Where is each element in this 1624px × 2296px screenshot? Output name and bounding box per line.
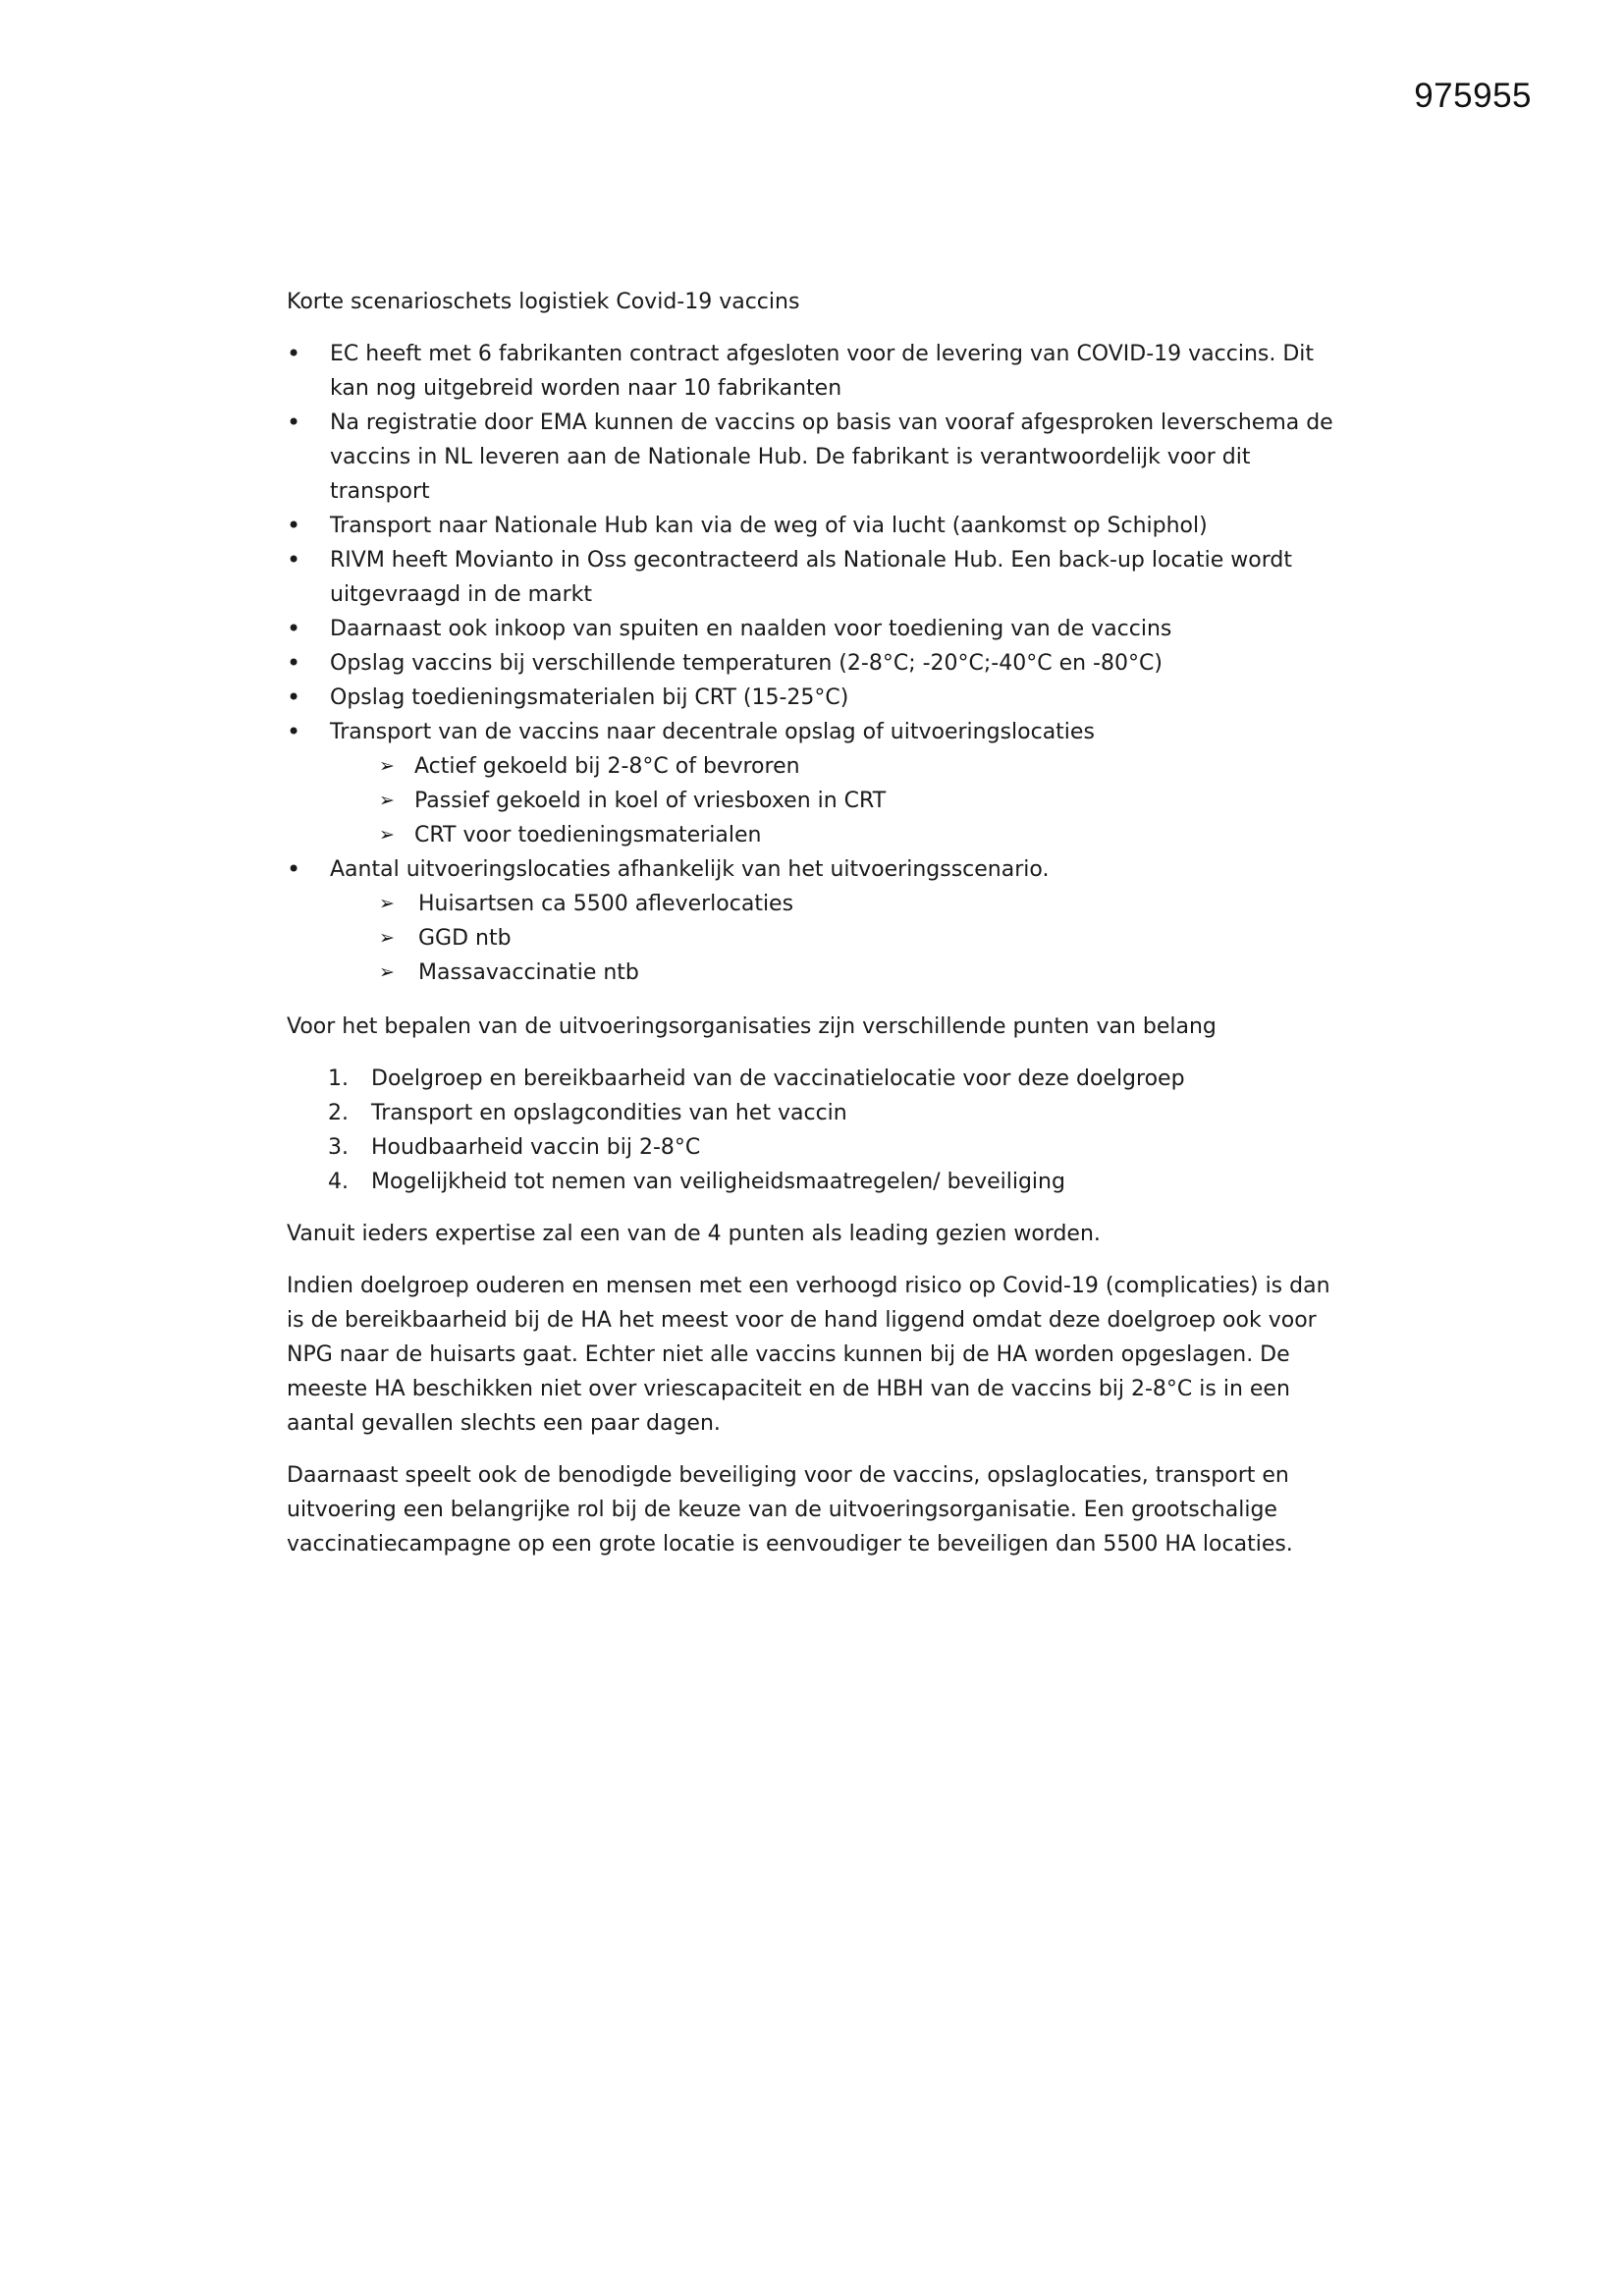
item-number: 1.	[328, 1066, 349, 1091]
bullet-text: Na registratie door EMA kunnen de vaccins op basis van vooraf afgesproken leverschema de vaccins in NL leveren aan de Nationale Hub. De fabrikant is verantwoordelijk voor dit transport	[330, 410, 1333, 504]
list-item	[328, 1130, 1347, 1165]
sub-list-item	[379, 921, 1347, 956]
scenario-bullet-list	[287, 337, 1347, 990]
bullet-text: RIVM heeft Movianto in Oss gecontracteerd als Nationale Hub. Een back-up locatie wordt uitgevraagd in de markt	[330, 548, 1293, 607]
item-number: 3.	[328, 1135, 349, 1160]
paragraph: Vanuit ieders expertise zal een van de 4 punten als leading gezien worden.	[287, 1222, 1101, 1246]
bullet-text: Transport van de vaccins naar decentrale opslag of uitvoeringslocaties	[330, 720, 1095, 744]
item-number: 2.	[328, 1101, 349, 1125]
points-intro: Voor het bepalen van de uitvoeringsorganisaties zijn verschillende punten van belang	[287, 1014, 1217, 1039]
list-item	[328, 1096, 1347, 1130]
sub-item-text: Huisartsen ca 5500 afleverlocaties	[418, 892, 794, 916]
sub-list-item	[379, 887, 1347, 921]
sub-item-text: Passief gekoeld in koel of vriesboxen in CRT	[414, 789, 887, 813]
document-title: Korte scenarioschets logistiek Covid-19 vaccins	[287, 290, 800, 314]
bullet-text: Transport naar Nationale Hub kan via de weg of via lucht (aankomst op Schiphol)	[330, 514, 1208, 538]
sub-item-text: Actief gekoeld bij 2-8°C of bevroren	[414, 754, 800, 779]
bullet-text: Daarnaast ook inkoop van spuiten en naalden voor toediening van de vaccins	[330, 617, 1172, 641]
point-text: Houdbaarheid vaccin bij 2-8°C	[371, 1135, 701, 1160]
sub-list-item	[379, 818, 1347, 852]
item-number: 4.	[328, 1170, 349, 1194]
document-body	[287, 285, 1347, 1579]
sub-list-item	[379, 784, 1347, 818]
list-item	[287, 646, 1347, 681]
sub-item-text: CRT voor toedieningsmaterialen	[414, 823, 762, 847]
list-item	[287, 543, 1347, 612]
locations-sub-list	[330, 887, 1347, 990]
paragraph: Indien doelgroep ouderen en mensen met een verhoogd risico op Covid-19 (complicaties) is dan is de bereikbaarheid bij de HA het meest voor de hand liggend omdat deze doelgroep ook voor NPG naar de huisarts gaat. Echter niet alle vaccins kunnen bij de HA worden opgeslagen. De meeste HA beschikken niet over vriescapaciteit en de HBH van de vaccins bij 2-8°C is in een aantal gevallen slechts een paar dagen.	[287, 1274, 1330, 1436]
list-item	[287, 852, 1347, 990]
list-item	[287, 509, 1347, 543]
list-item	[287, 406, 1347, 509]
list-item	[287, 612, 1347, 646]
list-item	[287, 681, 1347, 715]
bullet-text: EC heeft met 6 fabrikanten contract afgesloten voor de levering van COVID-19 vaccins. Dit kan nog uitgebreid worden naar 10 fabrikanten	[330, 342, 1315, 401]
bullet-text: Opslag vaccins bij verschillende temperaturen (2-8°C; -20°C;-40°C en -80°C)	[330, 651, 1163, 676]
sub-item-text: Massavaccinatie ntb	[418, 960, 639, 985]
point-text: Mogelijkheid tot nemen van veiligheidsmaatregelen/ beveiliging	[371, 1170, 1065, 1194]
sub-list-item	[379, 956, 1347, 990]
list-item	[328, 1062, 1347, 1096]
sub-list-item	[379, 749, 1347, 784]
bullet-text: Aantal uitvoeringslocaties afhankelijk van het uitvoeringsscenario.	[330, 857, 1050, 882]
list-item	[328, 1165, 1347, 1199]
point-text: Doelgroep en bereikbaarheid van de vaccinatielocatie voor deze doelgroep	[371, 1066, 1185, 1091]
sub-item-text: GGD ntb	[418, 926, 512, 951]
list-item	[287, 715, 1347, 852]
point-text: Transport en opslagcondities van het vaccin	[371, 1101, 847, 1125]
bullet-text: Opslag toedieningsmaterialen bij CRT (15-25°C)	[330, 685, 849, 710]
points-numbered-list	[287, 1062, 1347, 1199]
transport-sub-list	[330, 749, 1347, 852]
paragraph: Daarnaast speelt ook de benodigde beveiliging voor de vaccins, opslaglocaties, transport en uitvoering een belangrijke rol bij de keuze van de uitvoeringsorganisatie. Een grootschalige vaccinatiecampagne op een grote locatie is eenvoudiger te beveiligen dan 5500 HA locaties.	[287, 1463, 1293, 1557]
document-number: 975955	[1414, 77, 1532, 115]
list-item	[287, 337, 1347, 406]
